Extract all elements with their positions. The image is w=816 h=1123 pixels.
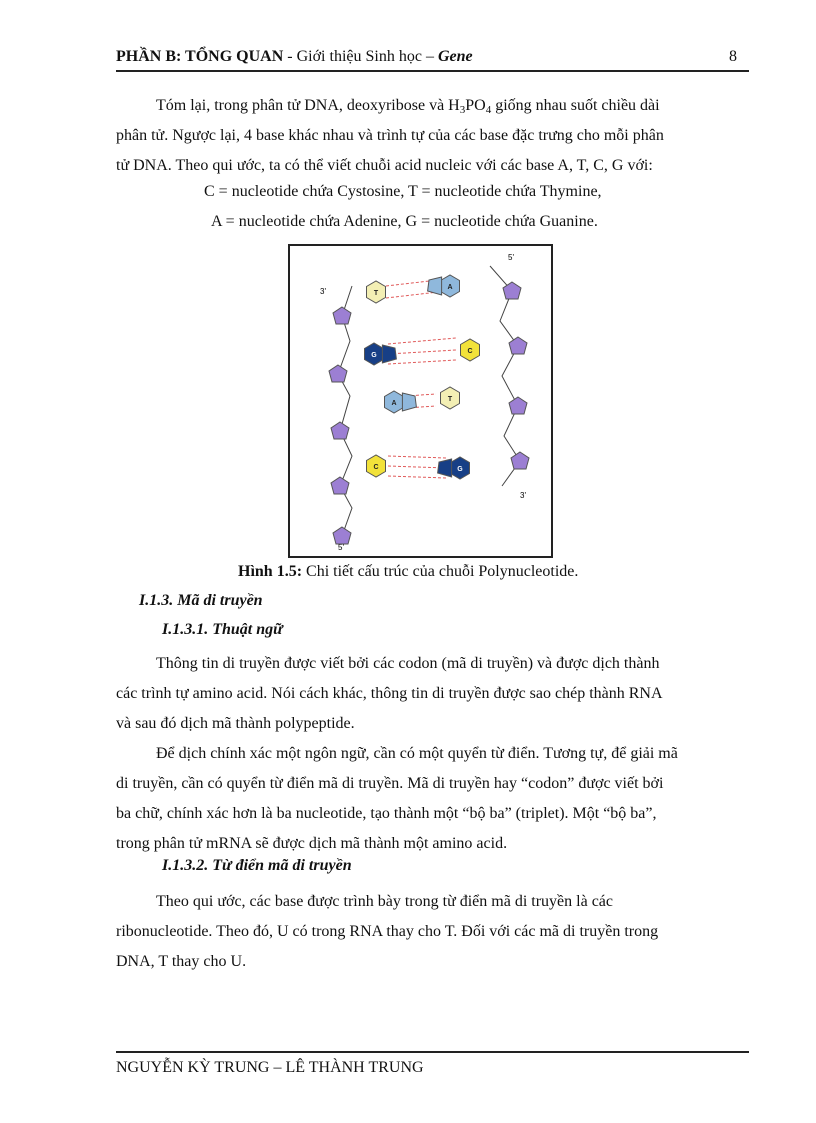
sugar-pentagon [333, 527, 351, 544]
page-footer [116, 1051, 749, 1077]
section-heading-ma-di-truyen: I.1.3. Mã di truyền [139, 592, 263, 609]
text-line: phân tử. Ngược lại, 4 base khác nhau và trình tự của các base đặc trưng cho mỗi phân [116, 127, 664, 144]
end-label-3-left: 3' [320, 287, 326, 296]
text-line: và sau đó dịch mã thành polypeptide. [116, 715, 355, 732]
section-heading-tu-dien: I.1.3.2. Từ điển mã di truyền [162, 857, 352, 874]
header-title [116, 48, 473, 66]
svg-text:A: A [447, 284, 453, 291]
base-c-6 [367, 455, 386, 477]
text-line: Tóm lại, trong phân tử DNA, deoxyribose và $H_3PO_4$ giống nhau suốt chiều dài [156, 97, 660, 116]
paragraph-codon-dictionary [116, 887, 740, 977]
svg-text:A: A [391, 400, 397, 407]
polynucleotide-figure [288, 244, 553, 558]
text-line: các trình tự amino acid. Nói cách khác, thông tin di truyền được sao chép thành RNA [116, 685, 663, 702]
dna-structure-diagram [290, 246, 551, 556]
svg-text:T: T [447, 396, 453, 403]
figure-caption [238, 563, 578, 581]
paragraph-dictionary [116, 739, 740, 859]
header-subtitle: - Giới thiệu Sinh học – [283, 48, 438, 65]
paragraph-terminology [116, 649, 740, 739]
sugar-pentagon [333, 307, 351, 324]
base-t-5 [441, 387, 460, 409]
base-t-0 [367, 281, 386, 303]
svg-text:G: G [457, 466, 463, 473]
caption-label: Hình 1.5: [238, 563, 303, 580]
definition-line-2: A = nucleotide chứa Adenine, G = nucleotide chứa Guanine. [211, 213, 598, 230]
text-line: Theo qui ước, các base được trình bày trong từ điển mã di truyền là các [156, 893, 613, 910]
base-c-3 [461, 339, 480, 361]
base-a-4 [385, 391, 417, 413]
page-number: 8 [729, 48, 737, 65]
text-line: di truyền, cần có quyển từ điển mã di truyền. Mã di truyền hay “codon” được viết bởi [116, 775, 664, 792]
sugar-pentagon [509, 337, 527, 354]
header-topic: Gene [437, 48, 473, 65]
text-line: Để dịch chính xác một ngôn ngữ, cần có một quyển từ điển. Tương tự, để giải mã [156, 745, 678, 762]
text-line: DNA, T thay cho U. [116, 953, 247, 970]
text-line: ribonucleotide. Theo đó, U có trong RNA thay cho T. Đối với các mã di truyền trong [116, 923, 659, 940]
base-g-7 [438, 457, 470, 479]
section-heading-thuat-ngu: I.1.3.1. Thuật ngữ [162, 621, 283, 638]
svg-text:T: T [373, 290, 379, 297]
end-label-5-top: 5' [508, 253, 514, 262]
sugar-pentagon [331, 477, 349, 494]
base-a-1 [428, 275, 460, 297]
sugar-pentagon [331, 422, 349, 439]
footer-authors: NGUYỄN KỲ TRUNG – LÊ THÀNH TRUNG [116, 1059, 424, 1076]
page-header [116, 46, 749, 72]
caption-text: Chi tiết cấu trúc của chuỗi Polynucleotide. [302, 563, 579, 580]
svg-text:C: C [373, 464, 379, 471]
text-line: trong phân tử mRNA sẽ được dịch mã thành một amino acid. [116, 835, 508, 852]
text-line: ba chữ, chính xác hơn là ba nucleotide, tạo thành một “bộ ba” (triplet). Một “bộ ba”, [116, 805, 657, 822]
paragraph-summary [116, 91, 740, 181]
sugar-pentagon [329, 365, 347, 382]
end-label-5-bottom: 5' [338, 543, 344, 552]
svg-text:G: G [371, 352, 377, 359]
text-line: tử DNA. Theo qui ước, ta có thể viết chuỗi acid nucleic với các base A, T, C, G với: [116, 157, 653, 174]
text-line: Thông tin di truyền được viết bởi các codon (mã di truyền) và được dịch thành [156, 655, 660, 672]
base-g-2 [365, 343, 397, 365]
definition-line-1: C = nucleotide chứa Cystosine, T = nucleotide chứa Thymine, [204, 183, 602, 200]
sugar-pentagon [511, 452, 529, 469]
sugar-pentagon [509, 397, 527, 414]
end-label-3-bottom: 3' [520, 491, 526, 500]
svg-text:C: C [467, 348, 473, 355]
header-part: PHẦN B: TỔNG QUAN [116, 48, 284, 65]
